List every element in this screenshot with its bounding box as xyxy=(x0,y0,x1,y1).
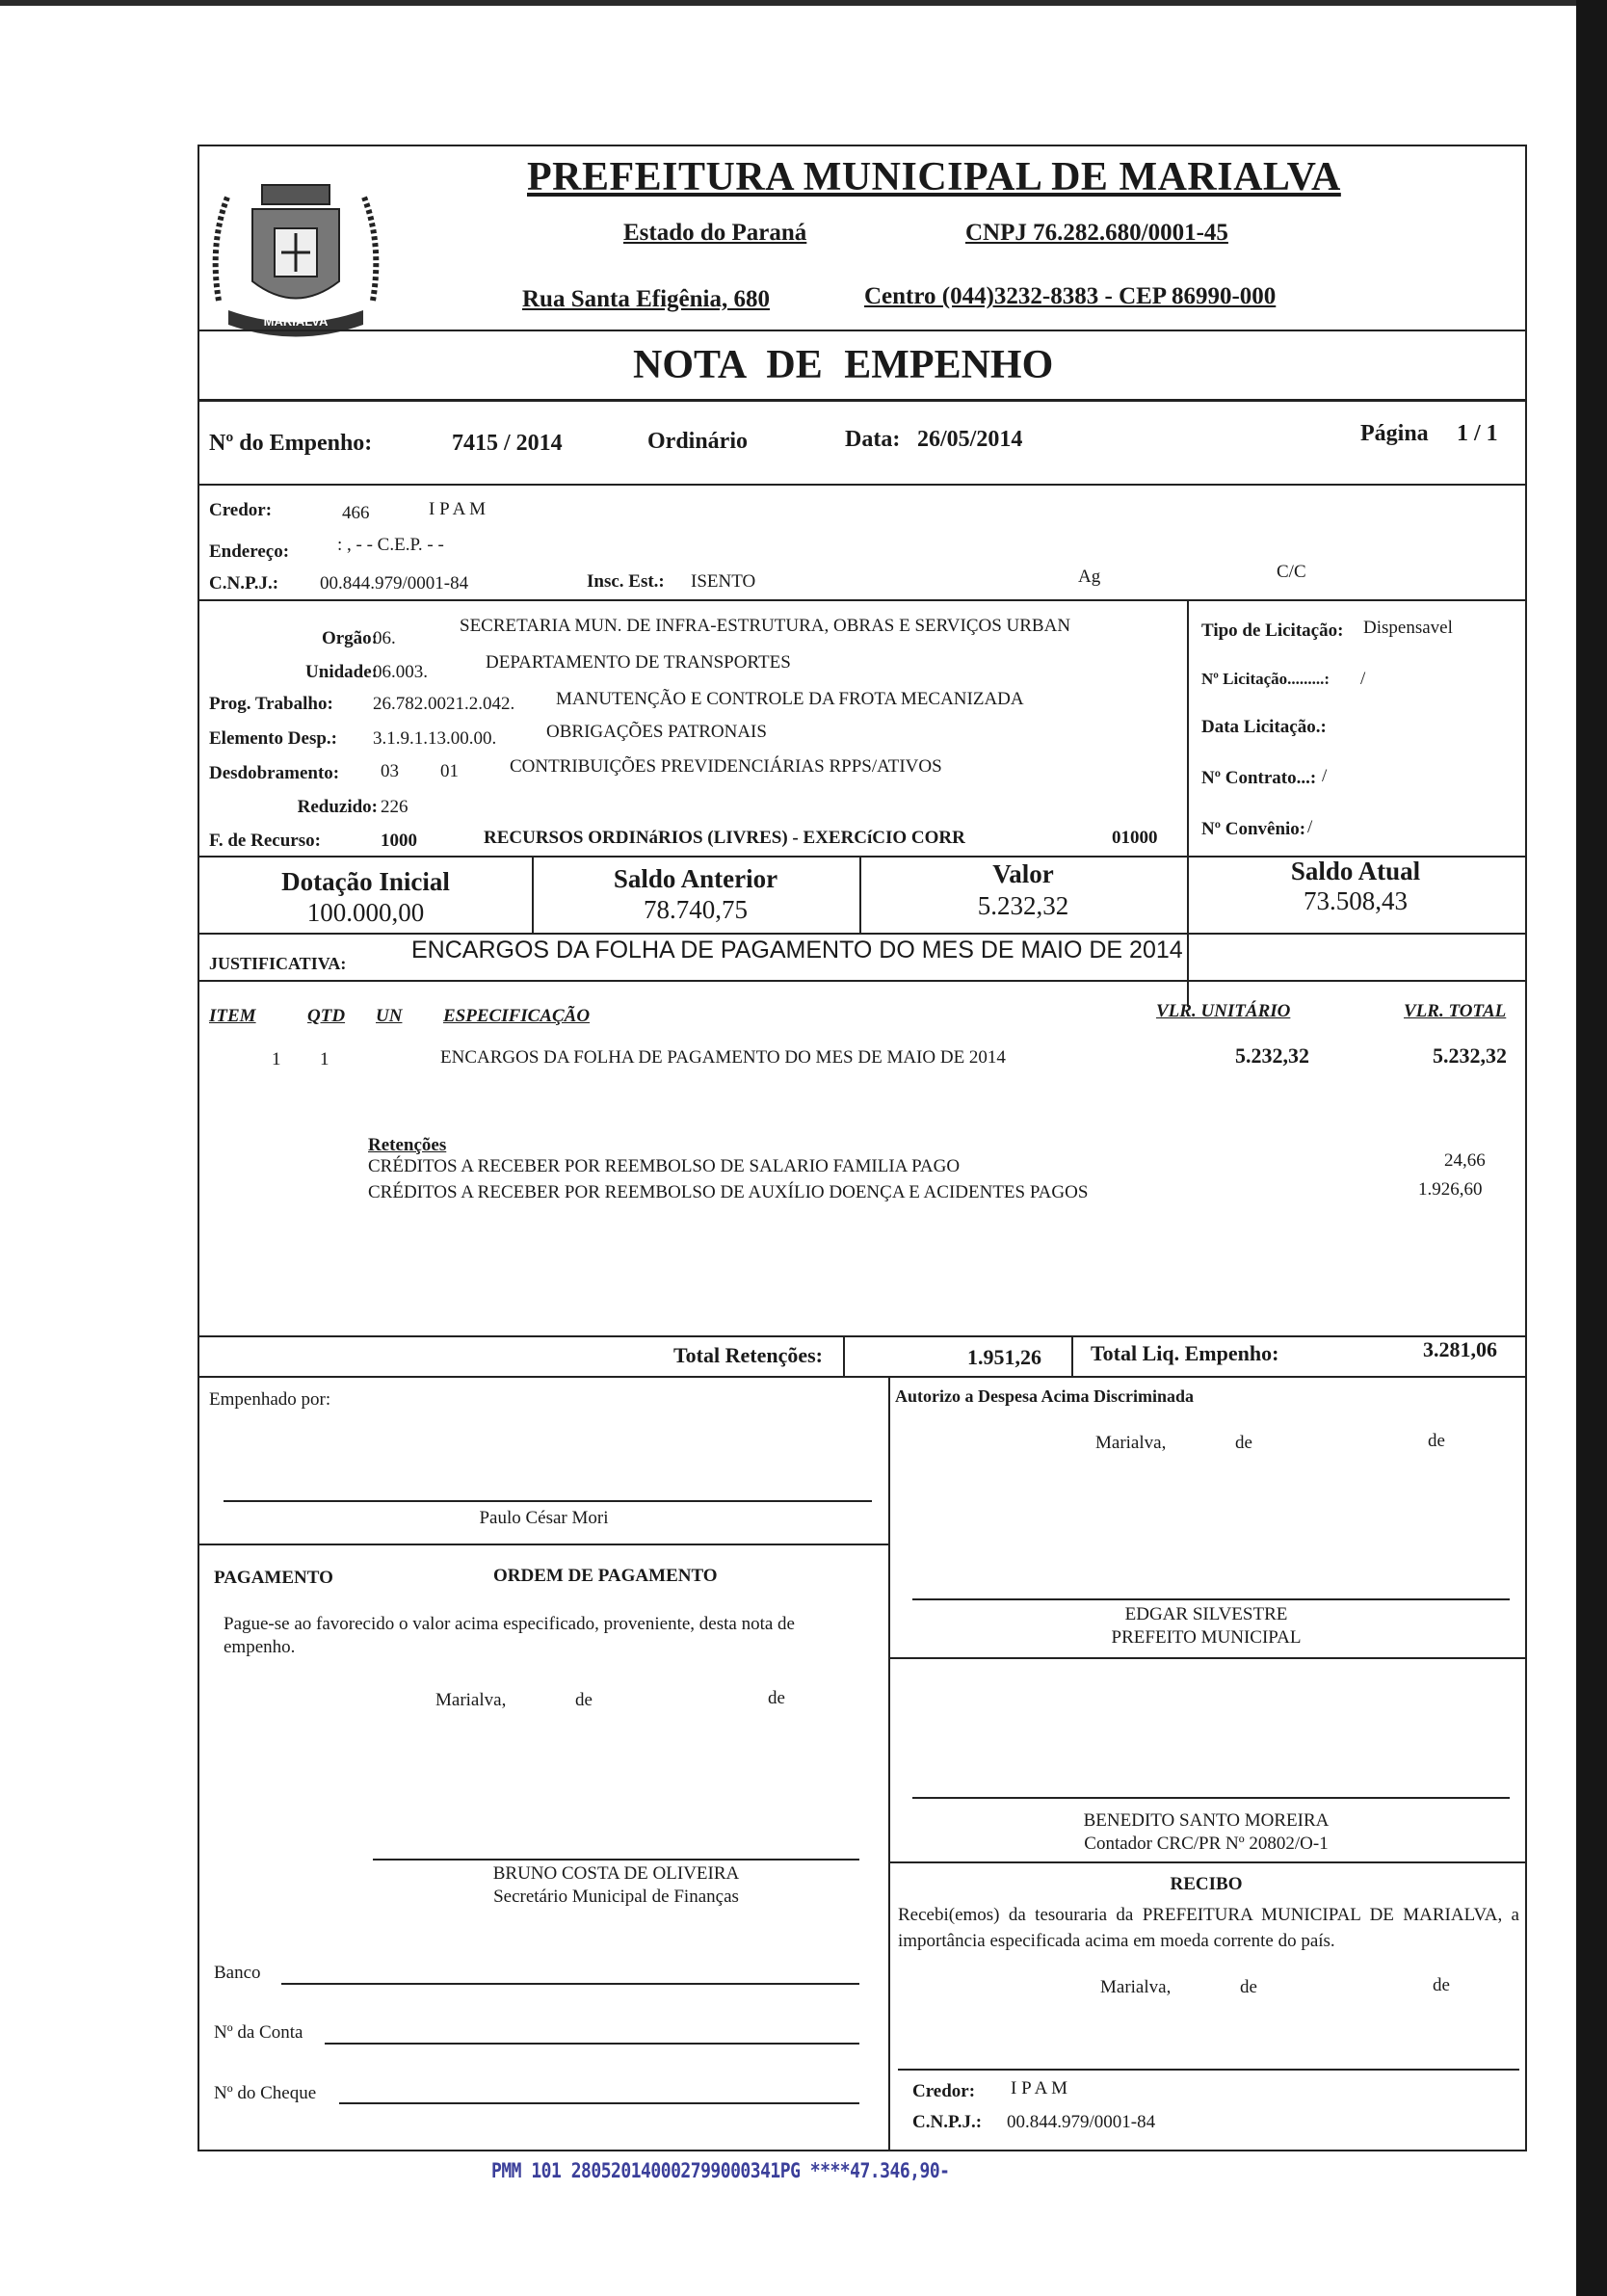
pagamento-text: Pague-se ao favorecido o valor acima especificado, proveniente, desta nota de empenho. xyxy=(224,1614,795,1657)
elemento-label: Elemento Desp.: xyxy=(209,728,337,749)
document-title: NOTA DE EMPENHO xyxy=(633,343,1054,387)
empenhado-por-label: Empenhado por: xyxy=(209,1389,331,1410)
empenhado-por-name: Paulo César Mori xyxy=(479,1508,609,1528)
pagamento-de-2: de xyxy=(768,1688,785,1708)
retencao-line-2-desc: CRÉDITOS A RECEBER POR REEMBOLSO DE AUXÍLIO DOENÇA E ACIDENTES PAGOS xyxy=(368,1182,1089,1202)
col-qtd-header: QTD xyxy=(307,1006,346,1026)
endereco-value: : , - - C.E.P. - - xyxy=(337,535,444,555)
reduzido-value: 226 xyxy=(381,797,408,817)
cheque-field[interactable] xyxy=(339,2102,859,2104)
conta-corrente-label: C/C xyxy=(1277,562,1306,582)
total-liquido-label: Total Liq. Empenho: xyxy=(1091,1341,1279,1365)
address-contact: Centro (044)3232-8383 - CEP 86990-000 xyxy=(864,283,1277,309)
recibo-de-1: de xyxy=(1240,1977,1257,1997)
credor-name: I P A M xyxy=(429,499,486,519)
saldo-atual-value: 73.508,43 xyxy=(1304,886,1408,915)
conta-label: Nº da Conta xyxy=(214,2022,303,2043)
prefeito-name: EDGAR SILVESTRE xyxy=(1124,1604,1288,1624)
numero-licitacao-label: Nº Licitação.........: xyxy=(1201,670,1330,688)
contador-role: Contador CRC/PR Nº 20802/O-1 xyxy=(1084,1834,1329,1854)
scan-right-edge xyxy=(1576,0,1607,2296)
justificativa-text: ENCARGOS DA FOLHA DE PAGAMENTO DO MES DE MAIO DE 2014 xyxy=(411,937,1183,963)
fonte-recurso-code: 1000 xyxy=(381,831,417,851)
orgao-desc: SECRETARIA MUN. DE INFRA-ESTRUTURA, OBRAS E SERVIÇOS URBAN xyxy=(460,616,1071,636)
retencao-line-2-value: 1.926,60 xyxy=(1418,1179,1483,1200)
credor-code: 466 xyxy=(342,503,370,523)
convenio-label: Nº Convênio: xyxy=(1201,819,1306,839)
col-spec-header: ESPECIFICAÇÃO xyxy=(443,1006,591,1026)
empenho-date: 26/05/2014 xyxy=(917,427,1023,452)
data-licitacao-label: Data Licitação.: xyxy=(1201,717,1327,737)
justificativa-label: JUSTIFICATIVA: xyxy=(209,954,347,973)
insc-est-label: Insc. Est.: xyxy=(587,571,665,592)
pagamento-place: Marialva, xyxy=(435,1690,507,1710)
desdobramento-desc: CONTRIBUIÇÕES PREVIDENCIÁRIAS RPPS/ATIVOS xyxy=(510,756,942,777)
contrato-value: / xyxy=(1322,766,1328,786)
reduzido-label: Reduzido: xyxy=(297,797,378,817)
cnpj-prefeitura: CNPJ 76.282.680/0001-45 xyxy=(965,220,1228,246)
saldo-anterior-label: Saldo Anterior xyxy=(613,864,778,893)
autorizo-place: Marialva, xyxy=(1095,1433,1167,1453)
col-un-header: UN xyxy=(376,1006,403,1026)
table-row xyxy=(199,1043,1525,1078)
total-retencoes-value: 1.951,26 xyxy=(967,1345,1041,1369)
unidade-code: 06.003. xyxy=(373,662,428,682)
recibo-credor-value: I P A M xyxy=(1011,2078,1067,2098)
recibo-de-2: de xyxy=(1433,1975,1450,1995)
dotacao-inicial-value: 100.000,00 xyxy=(306,898,425,927)
row-total: 5.232,32 xyxy=(1433,1043,1507,1068)
banco-label: Banco xyxy=(214,1963,261,1983)
unidade-label: Unidade: xyxy=(305,662,378,682)
elemento-desc: OBRIGAÇÕES PATRONAIS xyxy=(546,722,767,742)
retencao-line-1-value: 24,66 xyxy=(1444,1150,1486,1171)
credor-label: Credor: xyxy=(209,500,273,520)
recibo-credor-label: Credor: xyxy=(912,2081,976,2101)
cheque-label: Nº do Cheque xyxy=(214,2083,317,2103)
endereco-label: Endereço: xyxy=(209,541,290,562)
recibo-cnpj-label: C.N.P.J.: xyxy=(912,2112,983,2132)
scan-top-edge xyxy=(0,0,1576,6)
recibo-title: RECIBO xyxy=(1170,1874,1243,1894)
credor-cnpj: 00.844.979/0001-84 xyxy=(320,573,469,594)
recibo-text: Recebi(emos) da tesouraria da PREFEITURA MUNICIPAL DE MARIALVA, a importância especificada acima em moeda corrente do país. xyxy=(898,1905,1519,1951)
pagamento-de-1: de xyxy=(575,1690,593,1710)
empenho-number: 7415 / 2014 xyxy=(452,431,563,456)
prefeitura-title: PREFEITURA MUNICIPAL DE MARIALVA xyxy=(527,155,1341,199)
banco-field[interactable] xyxy=(281,1983,859,1985)
municipal-coat-of-arms xyxy=(199,156,392,349)
cnpj-label: C.N.P.J.: xyxy=(209,573,279,594)
recibo-cnpj-value: 00.844.979/0001-84 xyxy=(1007,2112,1156,2132)
col-total-header: VLR. TOTAL xyxy=(1404,1001,1507,1021)
tipo-licitacao-value: Dispensavel xyxy=(1363,618,1453,638)
total-retencoes-label: Total Retenções: xyxy=(673,1343,823,1367)
conta-field[interactable] xyxy=(325,2043,859,2045)
total-liquido-value: 3.281,06 xyxy=(1423,1337,1497,1361)
payment-stamp: PMM 101 280520140002799000341PG ****47.346,90- xyxy=(491,2158,950,2184)
autorizo-de-1: de xyxy=(1235,1433,1252,1453)
unidade-desc: DEPARTAMENTO DE TRANSPORTES xyxy=(486,652,791,673)
autorizo-de-2: de xyxy=(1428,1431,1445,1451)
dotacao-inicial-label: Dotação Inicial xyxy=(281,867,450,896)
numero-licitacao-value: / xyxy=(1360,669,1366,689)
empenho-date-label: Data: xyxy=(845,427,901,452)
fonte-recurso-desc: RECURSOS ORDINáRIOS (LIVRES) - EXERCíCIO CORR xyxy=(484,828,965,848)
convenio-value: / xyxy=(1307,817,1313,837)
pagamento-label: PAGAMENTO xyxy=(214,1568,333,1588)
tipo-licitacao-label: Tipo de Licitação: xyxy=(1201,620,1344,641)
retencoes-title: Retenções xyxy=(368,1135,447,1155)
recibo-place: Marialva, xyxy=(1100,1977,1172,1997)
autorizo-label: Autorizo a Despesa Acima Discriminada xyxy=(895,1386,1194,1406)
agencia-label: Ag xyxy=(1078,567,1101,587)
nota-de-empenho-document xyxy=(198,145,1527,2151)
row-unit: 5.232,32 xyxy=(1235,1043,1309,1068)
saldo-anterior-value: 78.740,75 xyxy=(644,895,748,924)
orgao-label: Orgão: xyxy=(321,628,378,648)
emblem-ribbon-text: MARIALVA xyxy=(263,314,329,329)
contrato-label: Nº Contrato...: xyxy=(1201,768,1317,788)
insc-est-value: ISENTO xyxy=(691,571,756,592)
contador-name: BENEDITO SANTO MOREIRA xyxy=(1083,1810,1330,1831)
desdobramento-code-2: 01 xyxy=(440,761,459,781)
desdobramento-label: Desdobramento: xyxy=(209,763,340,783)
secretario-name: BRUNO COSTA DE OLIVEIRA xyxy=(492,1863,740,1884)
row-qtd: 1 xyxy=(320,1049,329,1069)
page-label: Página xyxy=(1360,421,1429,446)
page-number: 1 / 1 xyxy=(1457,421,1498,446)
valor-value: 5.232,32 xyxy=(977,891,1069,920)
desdobramento-code-1: 03 xyxy=(381,761,399,781)
ordem-pagamento-label: ORDEM DE PAGAMENTO xyxy=(493,1566,718,1586)
col-item-header: ITEM xyxy=(209,1006,256,1026)
prog-trabalho-desc: MANUTENÇÃO E CONTROLE DA FROTA MECANIZADA xyxy=(556,689,1024,709)
address-street: Rua Santa Efigênia, 680 xyxy=(522,286,770,312)
orgao-code: 06. xyxy=(373,628,396,648)
row-item: 1 xyxy=(272,1049,281,1069)
saldo-atual-label: Saldo Atual xyxy=(1290,857,1421,885)
fonte-recurso-label: F. de Recurso: xyxy=(209,831,321,851)
secretario-role: Secretário Municipal de Finanças xyxy=(493,1887,739,1907)
elemento-code: 3.1.9.1.13.00.00. xyxy=(373,728,497,749)
empenho-type: Ordinário xyxy=(647,429,749,454)
empenho-number-label: Nº do Empenho: xyxy=(209,431,373,456)
estado-label: Estado do Paraná xyxy=(623,220,807,246)
prog-trabalho-label: Prog. Trabalho: xyxy=(209,694,333,714)
retencao-line-1-desc: CRÉDITOS A RECEBER POR REEMBOLSO DE SALARIO FAMILIA PAGO xyxy=(368,1156,961,1176)
row-spec: ENCARGOS DA FOLHA DE PAGAMENTO DO MES DE MAIO DE 2014 xyxy=(440,1047,1006,1068)
items-header-row xyxy=(199,1001,1525,1035)
col-unit-header: VLR. UNITÁRIO xyxy=(1156,1001,1291,1021)
fonte-recurso-code-2: 01000 xyxy=(1112,828,1158,848)
prefeito-role: PREFEITO MUNICIPAL xyxy=(1111,1627,1302,1648)
prog-trabalho-code: 26.782.0021.2.042. xyxy=(373,694,515,714)
valor-label: Valor xyxy=(992,859,1054,888)
